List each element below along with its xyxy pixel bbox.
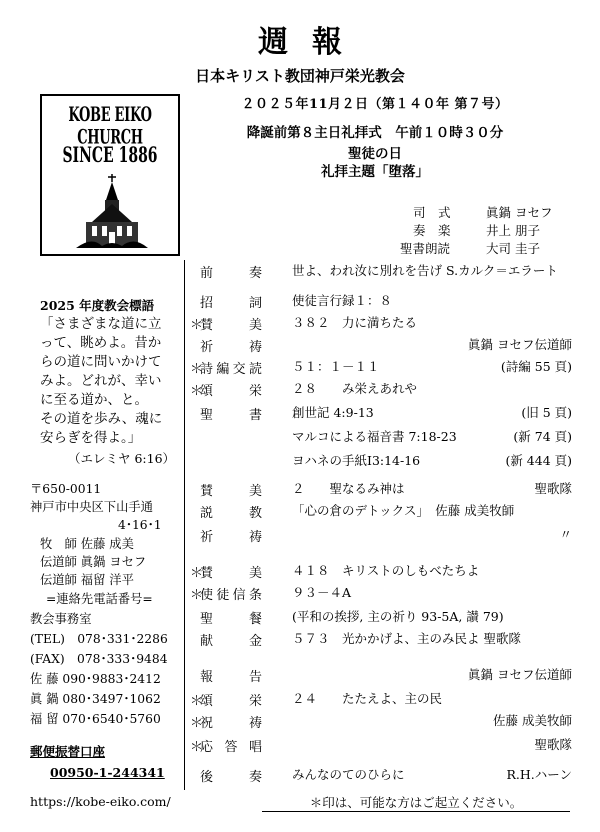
worship-theme: 礼拝主題「堕落」 — [321, 164, 429, 180]
standing-mark: ＊ — [190, 566, 204, 581]
program-item-label: 詩編交読 — [200, 362, 262, 377]
motto-line: 「さまざまな道に立 — [40, 316, 162, 332]
standing-mark: ＊ — [190, 318, 204, 333]
program-item-label: 説 教 — [200, 506, 262, 521]
program-item-right: 聖歌隊 — [534, 481, 572, 496]
program-item-text: ４１８ キリストのしもべたちよ — [292, 563, 480, 578]
program-item-label: 祈 祷 — [200, 530, 262, 545]
staff-line: 伝道師 福留 洋平 — [40, 573, 134, 587]
program-item-label: 後 奏 — [200, 770, 262, 785]
program-item-text: ５７３ 光かかげよ、主のみ民よ 聖歌隊 — [292, 631, 521, 646]
standing-mark: ＊ — [190, 588, 204, 603]
postal-transfer-label: 郵便振替口座 — [30, 744, 106, 759]
program-item-label: 頌 栄 — [200, 694, 262, 709]
program-item-right: (詩編 55 頁) — [500, 359, 572, 374]
sunday-name: 聖徒の日 — [348, 146, 402, 162]
program-item-text: ヨハネの手紙Ⅰ3:14-16 — [292, 453, 421, 468]
program-item-right: R.H.ハーン — [506, 767, 572, 782]
program-item-label: 招 詞 — [200, 296, 262, 311]
address-line: 神戸市中央区下山手通 — [30, 500, 153, 514]
motto-title: 2025 年度教会標語 — [40, 298, 155, 313]
mobile-number: 佐 藤 090･9883･2412 — [30, 672, 161, 686]
logo-since: SINCE 1886 — [62, 144, 158, 168]
fax-number: (FAX) 078･333･9484 — [30, 652, 168, 666]
standing-note: ＊印は、可能な方はご起立ください。 — [262, 793, 570, 812]
program-item-text: ２４ たたえよ、主の民 — [292, 691, 443, 706]
program-item-text: ５１：１－１１ — [292, 359, 380, 374]
motto-line: に至る道か、と。 — [40, 392, 148, 408]
program-item-right: 〃 — [559, 527, 572, 542]
program-item-label: 祈 祷 — [200, 340, 262, 355]
role-label: 司 式 — [413, 205, 451, 220]
program-item-label: 使徒信条 — [200, 588, 262, 603]
program-item-label: 賛 美 — [200, 318, 262, 333]
program-item-label: 前 奏 — [200, 266, 262, 281]
mobile-number: 眞 鍋 080･3497･1062 — [30, 692, 161, 706]
church-logo — [40, 94, 180, 256]
motto-line: その道を歩み、魂に — [40, 411, 163, 427]
program-item-label: 賛 美 — [200, 484, 262, 499]
program-item-text: 世よ、われ汝に別れを告げ S.カルク＝エラート — [292, 263, 558, 278]
program-item-label: 祝 祷 — [200, 716, 262, 731]
zip-code: 〒650-0011 — [30, 482, 102, 496]
program-item-text: 使徒言行録１：８ — [292, 293, 393, 308]
standing-mark: ＊ — [190, 694, 204, 709]
program-item-text: マルコによる福音書 7:18-23 — [292, 429, 457, 444]
program-item-text: ９３－４A — [292, 585, 352, 600]
program-item-right: (新 444 頁) — [505, 453, 572, 468]
program-item-label: 頌 栄 — [200, 384, 262, 399]
program-item-label: 賛 美 — [200, 566, 262, 581]
page-title: 週報 — [258, 25, 366, 60]
role-name: 井上 朋子 — [486, 223, 540, 238]
staff-line: 牧 師 佐藤 成美 — [40, 537, 134, 551]
role-label: 奏 楽 — [413, 223, 451, 238]
postal-account-number: 00950-1-244341 — [50, 765, 165, 780]
church-building-icon — [72, 174, 152, 250]
program-item-text: みんなのてのひらに — [292, 767, 405, 782]
issue-date: ２０２５年11月２日（第１４０年 第７号） — [241, 97, 509, 112]
program-item-right: 眞鍋 ヨセフ伝道師 — [468, 667, 572, 682]
program-item-right: (旧 5 頁) — [521, 405, 572, 420]
standing-mark: ＊ — [190, 362, 204, 377]
website-link[interactable]: https://kobe-eiko.com/ — [30, 794, 171, 809]
column-divider — [184, 260, 185, 790]
program-item-text: 「心の倉のデトックス」 佐藤 成美牧師 — [292, 503, 515, 518]
motto-line: って、眺めよ。昔か — [40, 335, 162, 351]
address-line: 4･16･1 — [118, 518, 162, 532]
service-info: 降誕前第８主日礼拝式 午前１０時３０分 — [246, 125, 504, 141]
program-item-right: 佐藤 成美牧師 — [493, 713, 572, 728]
program-item-right: 眞鍋 ヨセフ伝道師 — [468, 337, 572, 352]
phone-heading: =連絡先電話番号= — [46, 592, 153, 606]
motto-reference: （エレミヤ 6:16） — [68, 451, 176, 466]
role-name: 眞鍋 ヨセフ — [486, 205, 553, 220]
office-label: 教会事務室 — [30, 612, 92, 626]
standing-mark: ＊ — [190, 740, 204, 755]
mobile-number: 福 留 070･6540･5760 — [30, 712, 161, 726]
motto-line: みよ。どれが、幸い — [40, 373, 162, 389]
standing-mark: ＊ — [190, 716, 204, 731]
standing-mark: ＊ — [190, 384, 204, 399]
program-item-label: 聖 書 — [200, 408, 262, 423]
program-item-right: (新 74 頁) — [513, 429, 572, 444]
tel-number: (TEL) 078･331･2286 — [30, 632, 168, 646]
church-name: 日本キリスト教団神戸栄光教会 — [195, 67, 405, 85]
program-item-text: 創世記 4:9-13 — [292, 405, 374, 420]
program-item-text: ２８ み栄えあれや — [292, 381, 418, 396]
motto-line: らの道に問いかけて — [40, 354, 162, 370]
program-item-label: 献 金 — [200, 634, 262, 649]
program-item-text: (平和の挨拶, 主の祈り 93-5A, 讃 79) — [292, 609, 504, 624]
role-label: 聖書朗読 — [400, 241, 451, 256]
program-item-label: 応答唱 — [200, 740, 262, 755]
logo-name: KOBE EIKO CHURCH — [68, 104, 152, 150]
program-item-right: 聖歌隊 — [534, 737, 572, 752]
program-item-text: ３８２ 力に満ちたる — [292, 315, 418, 330]
program-item-text: ２ 聖なるみ神は — [292, 481, 405, 496]
staff-line: 伝道師 眞鍋 ヨセフ — [40, 555, 147, 569]
motto-line: 安らぎを得よ。」 — [40, 430, 142, 446]
program-item-label: 報 告 — [200, 670, 262, 685]
program-item-label: 聖 餐 — [200, 612, 262, 627]
role-name: 大司 圭子 — [486, 241, 540, 256]
